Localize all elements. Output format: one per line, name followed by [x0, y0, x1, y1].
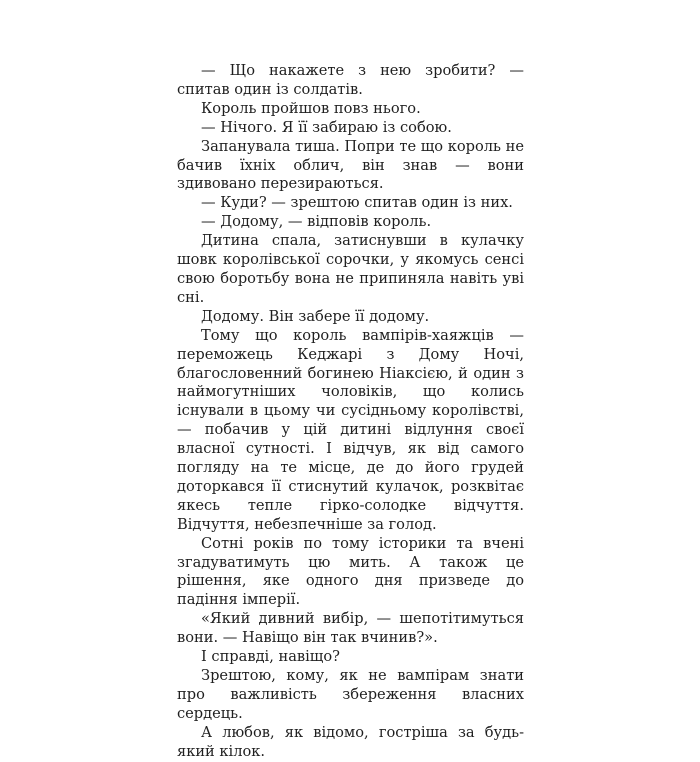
paragraph: Дитина спала, затиснувши в кулачку шовк королівської сорочки, у якомусь сенсі свою боротьбу вона не припиняла навіть уві сні.: [177, 232, 524, 306]
paragraph: — Куди? — зрештою спитав один із них.: [201, 194, 513, 212]
paragraph: «Який дивний вибір, — шепотітимуться вони. — Навіщо він так вчинив?».: [177, 610, 524, 647]
body-text: [177, 62, 524, 762]
paragraph: Король пройшов повз нього.: [201, 99, 421, 117]
paragraph: Сотні років по тому історики та вчені згадуватимуть цю мить. А також це рішення, яке одного дня призведе до падіння імперії.: [177, 534, 524, 609]
paragraph: — Нічого. Я її забираю із собою.: [201, 118, 452, 136]
paragraph: І справді, навіщо?: [201, 648, 340, 666]
paragraph: — Що накажете з нею зробити? — спитав один із солдатів.: [177, 62, 524, 98]
paragraph: Зрештою, кому, як не вампірам знати про важливість збереження власних сердець.: [177, 667, 524, 722]
paragraph: Запанувала тиша. Попри те що король не бачив їхніх облич, він знав — вони здивовано перезираються.: [177, 137, 524, 193]
paragraph: Тому що король вампірів-хаяжців — переможець Кеджарі з Дому Ночі, благословенний богинею Ніаксією, й один з наймогутніших чоловіків, що колись існували в цьому чи сусідньому королівстві, — побачив у цій дитині відлуння своєї власної сутності. І відчув, як від самого погляду на те місце, де до його грудей доторкався її стиснутий кулачок, розквітає якесь тепле гірко-солодке відчуття. Відчуття, небезпечніше за голод.: [177, 326, 524, 533]
paragraph: — Додому, — відповів король.: [201, 213, 432, 231]
paragraph: Додому. Він забере її додому.: [201, 307, 430, 325]
paragraph: А любов, як відомо, гостріша за будь-який кілок.: [177, 723, 524, 760]
